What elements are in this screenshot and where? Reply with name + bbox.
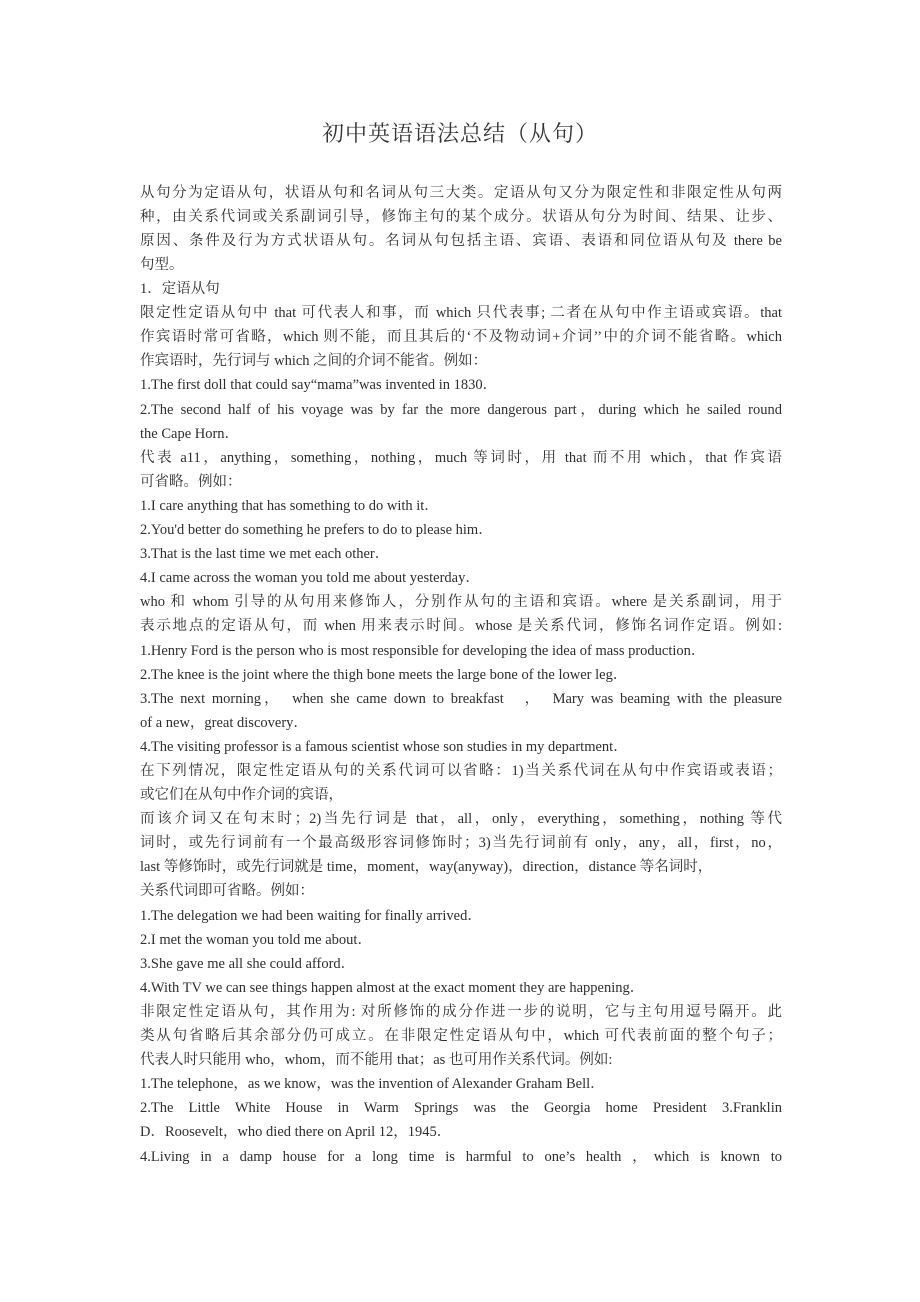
example-line: 1.I care anything that has something to do with it． (140, 498, 439, 514)
paragraph-line: 非限定性定语从句，其作用为: 对所修饰的成分作进一步的说明，它与主句用逗号隔开。此 (140, 1004, 782, 1020)
example-line: 1.The telephone，as we know，was the invention of Alexander Graham Bell． (140, 1076, 605, 1092)
paragraph-line: 类从句省略后其余部分仍可成立。在非限定性定语从句中，which 可代表前面的整个句子； (140, 1028, 782, 1044)
paragraph-line: 词时，或先行词前有一个最高级形容词修饰时；3)当先行词前有 only，any，all，first，no， (140, 835, 782, 851)
paragraph-line: 而该介词又在句末时；2)当先行词是 that，all，only，everything，something，nothing 等代 (140, 811, 782, 827)
example-line: 1.Henry Ford is the person who is most responsible for developing the idea of mass production． (140, 643, 706, 659)
example-line: 2.The Little White House in Warm Springs was the Georgia home President 3.Franklin (140, 1100, 782, 1116)
paragraph-line: 作宾语时，先行词与 which 之间的介词不能省。例如： (140, 353, 488, 369)
example-line: 4.With TV we can see things happen almost at the exact moment they are happening． (140, 980, 645, 996)
paragraph-line: last 等修饰时，或先行词就是 time，moment，way(anyway)，direction，distance 等名词时， (140, 859, 713, 875)
paragraph-line: 作宾语时常可省略，which 则不能，而且其后的‘不及物动词+介词’’中的介词不能省略。which (140, 329, 782, 345)
paragraph-line: who 和 whom 引导的从句用来修饰人，分别作从句的主语和宾语。where 是关系副词，用于 (140, 594, 782, 610)
paragraph-line: 种，由关系代词或关系副词引导，修饰主句的某个成分。状语从句分为时间、结果、让步、 (140, 209, 782, 225)
paragraph-line: 限定性定语从句中 that 可代表人和事，而 which 只代表事; 二者在从句中作主语或宾语。that (140, 305, 782, 321)
paragraph-line: 代表 a11，anything，something，nothing，much 等词时，用 that 而不用 which，that 作宾语 (140, 450, 782, 466)
paragraph-line: 从句分为定语从句，状语从句和名词从句三大类。定语从句又分为限定性和非限定性从句两 (140, 185, 782, 201)
example-line: D．Roosevelt，who died there on April 12，1945． (140, 1124, 452, 1140)
example-line: of a new，great discovery． (140, 715, 308, 731)
example-line: 2.The knee is the joint where the thigh bone meets the large bone of the lower leg． (140, 667, 628, 683)
example-line: 3.She gave me all she could afford． (140, 956, 356, 972)
example-line: 2.The second half of his voyage was by far the more dangerous part，during which he sailed round (140, 402, 782, 418)
example-line: the Cape Horn． (140, 426, 240, 442)
paragraph-line: 原因、条件及行为方式状语从句。名词从句包括主语、宾语、表语和同位语从句及 there be (140, 233, 782, 249)
example-line: 1.The delegation we had been waiting for finally arrived． (140, 908, 482, 924)
example-line: 4.The visiting professor is a famous scientist whose son studies in my department． (140, 739, 628, 755)
paragraph-line: 表示地点的定语从句，而 when 用来表示时间。whose 是关系代词，修饰名词作定语。例如: (140, 618, 782, 634)
section-heading: 1．定语从句 (140, 281, 220, 297)
example-line: 2.I met the woman you told me about． (140, 932, 372, 948)
example-line: 3.That is the last time we met each other． (140, 546, 390, 562)
example-line: 1.The first doll that could say“mama”was invented in 1830． (140, 377, 498, 393)
example-line: 4.Living in a damp house for a long time is harmful to one’s health ，which is known to (140, 1149, 782, 1165)
paragraph-line: 在下列情况，限定性定语从句的关系代词可以省略：1)当关系代词在从句中作宾语或表语； (140, 763, 782, 779)
example-line: 2.You'd better do something he prefers to do to please him． (140, 522, 493, 538)
example-line: 4.I came across the woman you told me about yesterday． (140, 570, 480, 586)
example-line: 3.The next morning， when she came down to breakfast ， Mary was beaming with the pleasure (140, 691, 782, 707)
paragraph-line: 代表人时只能用 who，whom，而不能用 that；as 也可用作关系代词。例如: (140, 1052, 613, 1068)
paragraph-line: 或它们在从句中作介词的宾语， (140, 787, 343, 803)
paragraph-line: 可省略。例如： (140, 474, 242, 490)
paragraph-line: 关系代词即可省略。例如： (140, 883, 314, 899)
document-title: 初中英语语法总结（从句） (321, 122, 598, 147)
paragraph-line: 句型。 (140, 257, 184, 273)
